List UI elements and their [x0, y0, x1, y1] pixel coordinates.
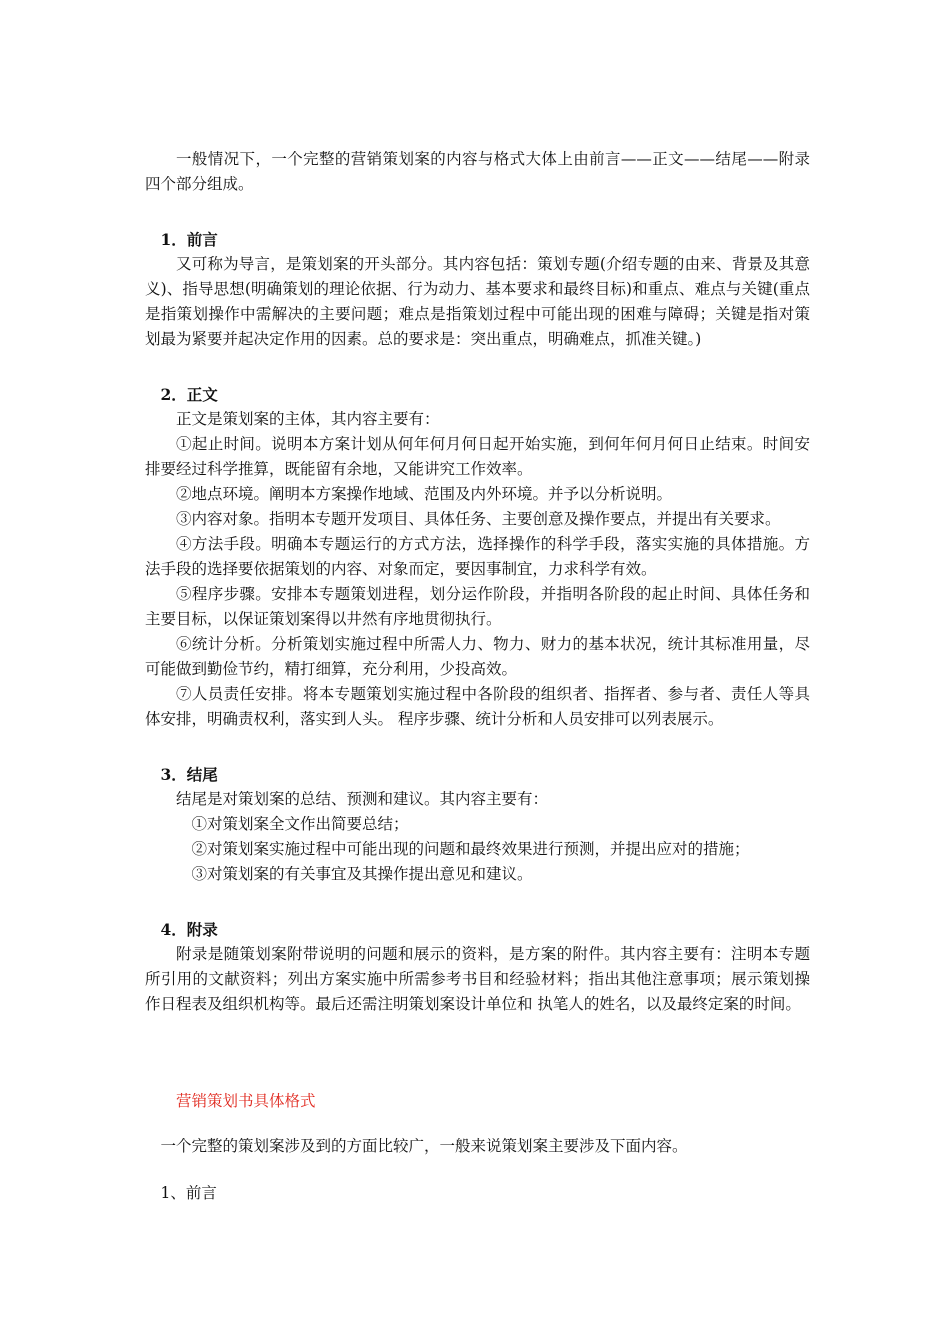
section-heading-conclusion: 3．结尾	[160, 765, 218, 784]
preface-paragraph: 又可称为导言，是策划案的开头部分。其内容包括：策划专题(介绍专题的由来、背景及其意义)、指导思想(明确策划的理论依据、行为动力、基本要求和最终目标)和重点、难点与关键(重点是指策划操作中需解决的主要问题；难点是指策划过程中可能出现的困难与障碍；关键是指对策划最为紧要并起决定作用的因素。总的要求是：突出重点，明确难点，抓准关键。)	[145, 255, 810, 348]
body-paragraph: ①起止时间。说明本方案计划从何年何月何日起开始实施，到何年何月何日止结束。时间安排要经过科学推算，既能留有余地，又能讲究工作效率。	[145, 435, 810, 478]
document-page	[145, 0, 810, 1206]
format-title: 营销策划书具体格式	[176, 1092, 316, 1110]
format-intro: 一个完整的策划案涉及到的方面比较广，一般来说策划案主要涉及下面内容。	[160, 1137, 688, 1155]
body-paragraph: ⑤程序步骤。安排本专题策划进程，划分运作阶段，并指明各阶段的起止时间、具体任务和主要目标，以保证策划案得以井然有序地贯彻执行。	[145, 585, 810, 628]
format-first-item: 1、前言	[160, 1184, 217, 1202]
body-paragraph: ③内容对象。指明本专题开发项目、具体任务、主要创意及操作要点，并提出有关要求。	[176, 510, 781, 528]
section-heading-preface: 1．前言	[160, 230, 218, 249]
body-paragraph: ④方法手段。明确本专题运行的方式方法，选择操作的科学手段，落实实施的具体措施。方法手段的选择要依据策划的内容、对象而定，要因事制宜，力求科学有效。	[145, 535, 810, 578]
conclusion-intro: 结尾是对策划案的总结、预测和建议。其内容主要有：	[176, 790, 549, 808]
body-paragraph: ⑦人员责任安排。将本专题策划实施过程中各阶段的组织者、指挥者、参与者、责任人等具体安排，明确责权利，落实到人头。 程序步骤、统计分析和人员安排可以列表展示。	[145, 685, 810, 728]
intro-paragraph: 一般情况下，一个完整的营销策划案的内容与格式大体上由前言——正文——结尾——附录四个部分组成。	[145, 150, 810, 193]
body-paragraph: 正文是策划案的主体，其内容主要有：	[176, 410, 440, 428]
conclusion-item: ①对策划案全文作出简要总结；	[191, 815, 409, 833]
section-heading-appendix: 4．附录	[160, 920, 218, 939]
appendix-paragraph: 附录是随策划案附带说明的问题和展示的资料，是方案的附件。其内容主要有：注明本专题所引用的文献资料；列出方案实施中所需参考书目和经验材料；指出其他注意事项；展示策划操作日程表及组织机构等。最后还需注明策划案设计单位和 执笔人的姓名，以及最终定案的时间。	[145, 945, 810, 1013]
conclusion-item: ②对策划案实施过程中可能出现的问题和最终效果进行预测，并提出应对的措施；	[191, 840, 750, 858]
body-paragraph: ②地点环境。阐明本方案操作地域、范围及内外环境。并予以分析说明。	[176, 485, 673, 503]
conclusion-item: ③对策划案的有关事宜及其操作提出意见和建议。	[191, 865, 533, 883]
body-paragraph: ⑥统计分析。分析策划实施过程中所需人力、物力、财力的基本状况，统计其标准用量，尽可能做到勤俭节约，精打细算，充分利用，少投高效。	[145, 635, 810, 678]
section-heading-body: 2．正文	[160, 385, 218, 404]
